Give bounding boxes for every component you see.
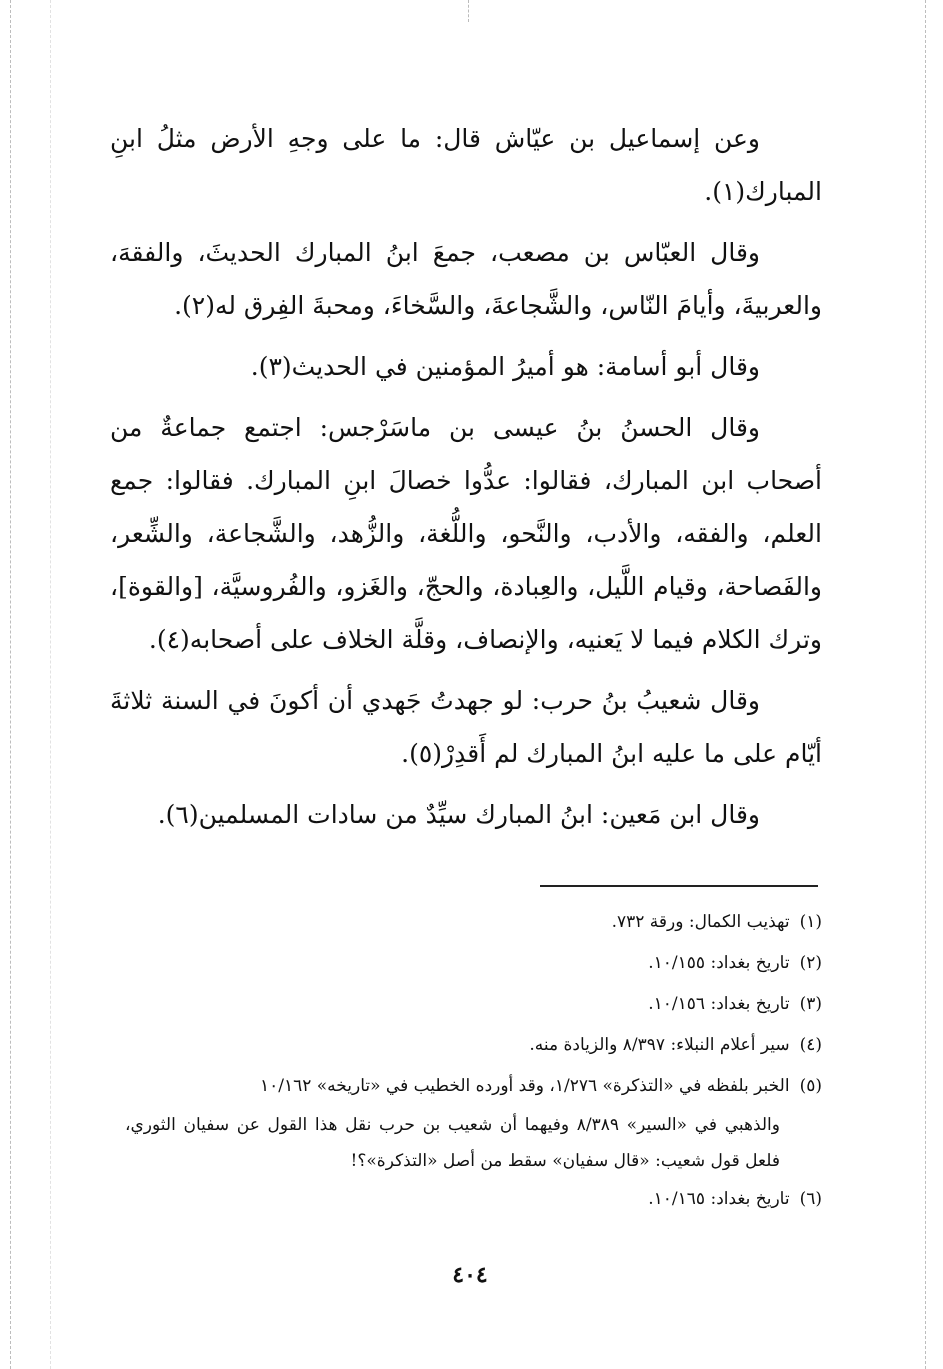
footnote-number: (٢) (799, 953, 822, 973)
footnote-6 (125, 1179, 822, 1220)
footnote-text: تاريخ بغداد: ١٠/١٦٥. (648, 1189, 790, 1209)
footnote-number: (٣) (799, 994, 822, 1014)
paragraph-4: وقال الحسنُ بنُ عيسى بن ماسَرْجس: اجتمع جماعةٌ من أصحاب ابن المبارك، فقالوا: عدُّوا خصالَ ابنِ المبارك. فقالوا: جمع العلم، والفقه، والأدب، والنَّحو، واللُّغة، والزُّهد، والشَّجاعة، والشِّعر، والفَصاحة، وقيام اللَّيل، والعِبادة، والحجّ، والغَزو، والفُروسيَّة، [والقوة]، وترك الكلام فيما لا يَعنيه، والإنصاف، وقلَّة الخلاف على أصحابه(٤). (110, 413, 822, 654)
footnote-text: تهذيب الكمال: ورقة ٧٣٢. (611, 912, 790, 932)
footnotes (125, 902, 822, 1220)
footnote-number: (٤) (799, 1035, 822, 1055)
scan-edge-left (10, 0, 11, 1369)
scan-edge-left-inner (50, 0, 51, 1369)
footnote-4 (125, 1025, 822, 1066)
footnote-separator (540, 885, 818, 887)
paragraph-6: وقال ابن مَعين: ابنُ المبارك سيِّدٌ من سادات المسلمين(٦). (157, 800, 760, 829)
footnote-number: (٦) (799, 1189, 822, 1209)
footnote-5-continuation: والذهبي في «السير» ٨/٣٨٩ وفيهما أن شعيب بن حرب نقل هذا القول عن سفيان الثوري، فلعل قول شعيب: «قال سفيان» سقط من أصل «التذكرة»؟! (125, 1115, 780, 1171)
footnote-3 (125, 984, 822, 1025)
scan-edge-right (925, 0, 926, 1369)
footnote-5 (125, 1066, 822, 1107)
footnote-text: تاريخ بغداد: ١٠/١٥٥. (648, 953, 790, 973)
paragraph-5: وقال شعيبُ بنُ حرب: لو جهدتُ جَهدي أن أكونَ في السنة ثلاثةَ أيّام على ما عليه ابنُ المبارك لم أَقدِرْ(٥). (110, 686, 822, 768)
paragraph-1: وعن إسماعيل بن عيّاش قال: ما على وجهِ الأرض مثلُ ابنِ المبارك(١). (110, 124, 822, 206)
main-text (110, 112, 822, 841)
paragraph-3: وقال أبو أسامة: هو أميرُ المؤمنين في الحديث(٣). (250, 352, 760, 381)
footnote-2 (125, 943, 822, 984)
footnote-number: (٥) (799, 1076, 822, 1096)
scan-top-mark (468, 0, 469, 22)
page-number: ٤٠٤ (452, 1262, 488, 1288)
footnote-number: (١) (799, 912, 822, 932)
footnote-text: الخبر بلفظه في «التذكرة» ١/٢٧٦، وقد أورده الخطيب في «تاريخه» ١٠/١٦٢ (259, 1076, 790, 1096)
footnote-1 (125, 902, 822, 943)
paragraph-2: وقال العبّاس بن مصعب، جمعَ ابنُ المبارك الحديثَ، والفقهَ، والعربيةَ، وأيامَ النّاس، والشَّجاعةَ، والسَّخاءَ، ومحبةَ الفِرق له(٢). (110, 238, 822, 320)
footnote-text: سير أعلام النبلاء: ٨/٣٩٧ والزيادة منه. (529, 1035, 790, 1055)
footnote-text: تاريخ بغداد: ١٠/١٥٦. (648, 994, 790, 1014)
